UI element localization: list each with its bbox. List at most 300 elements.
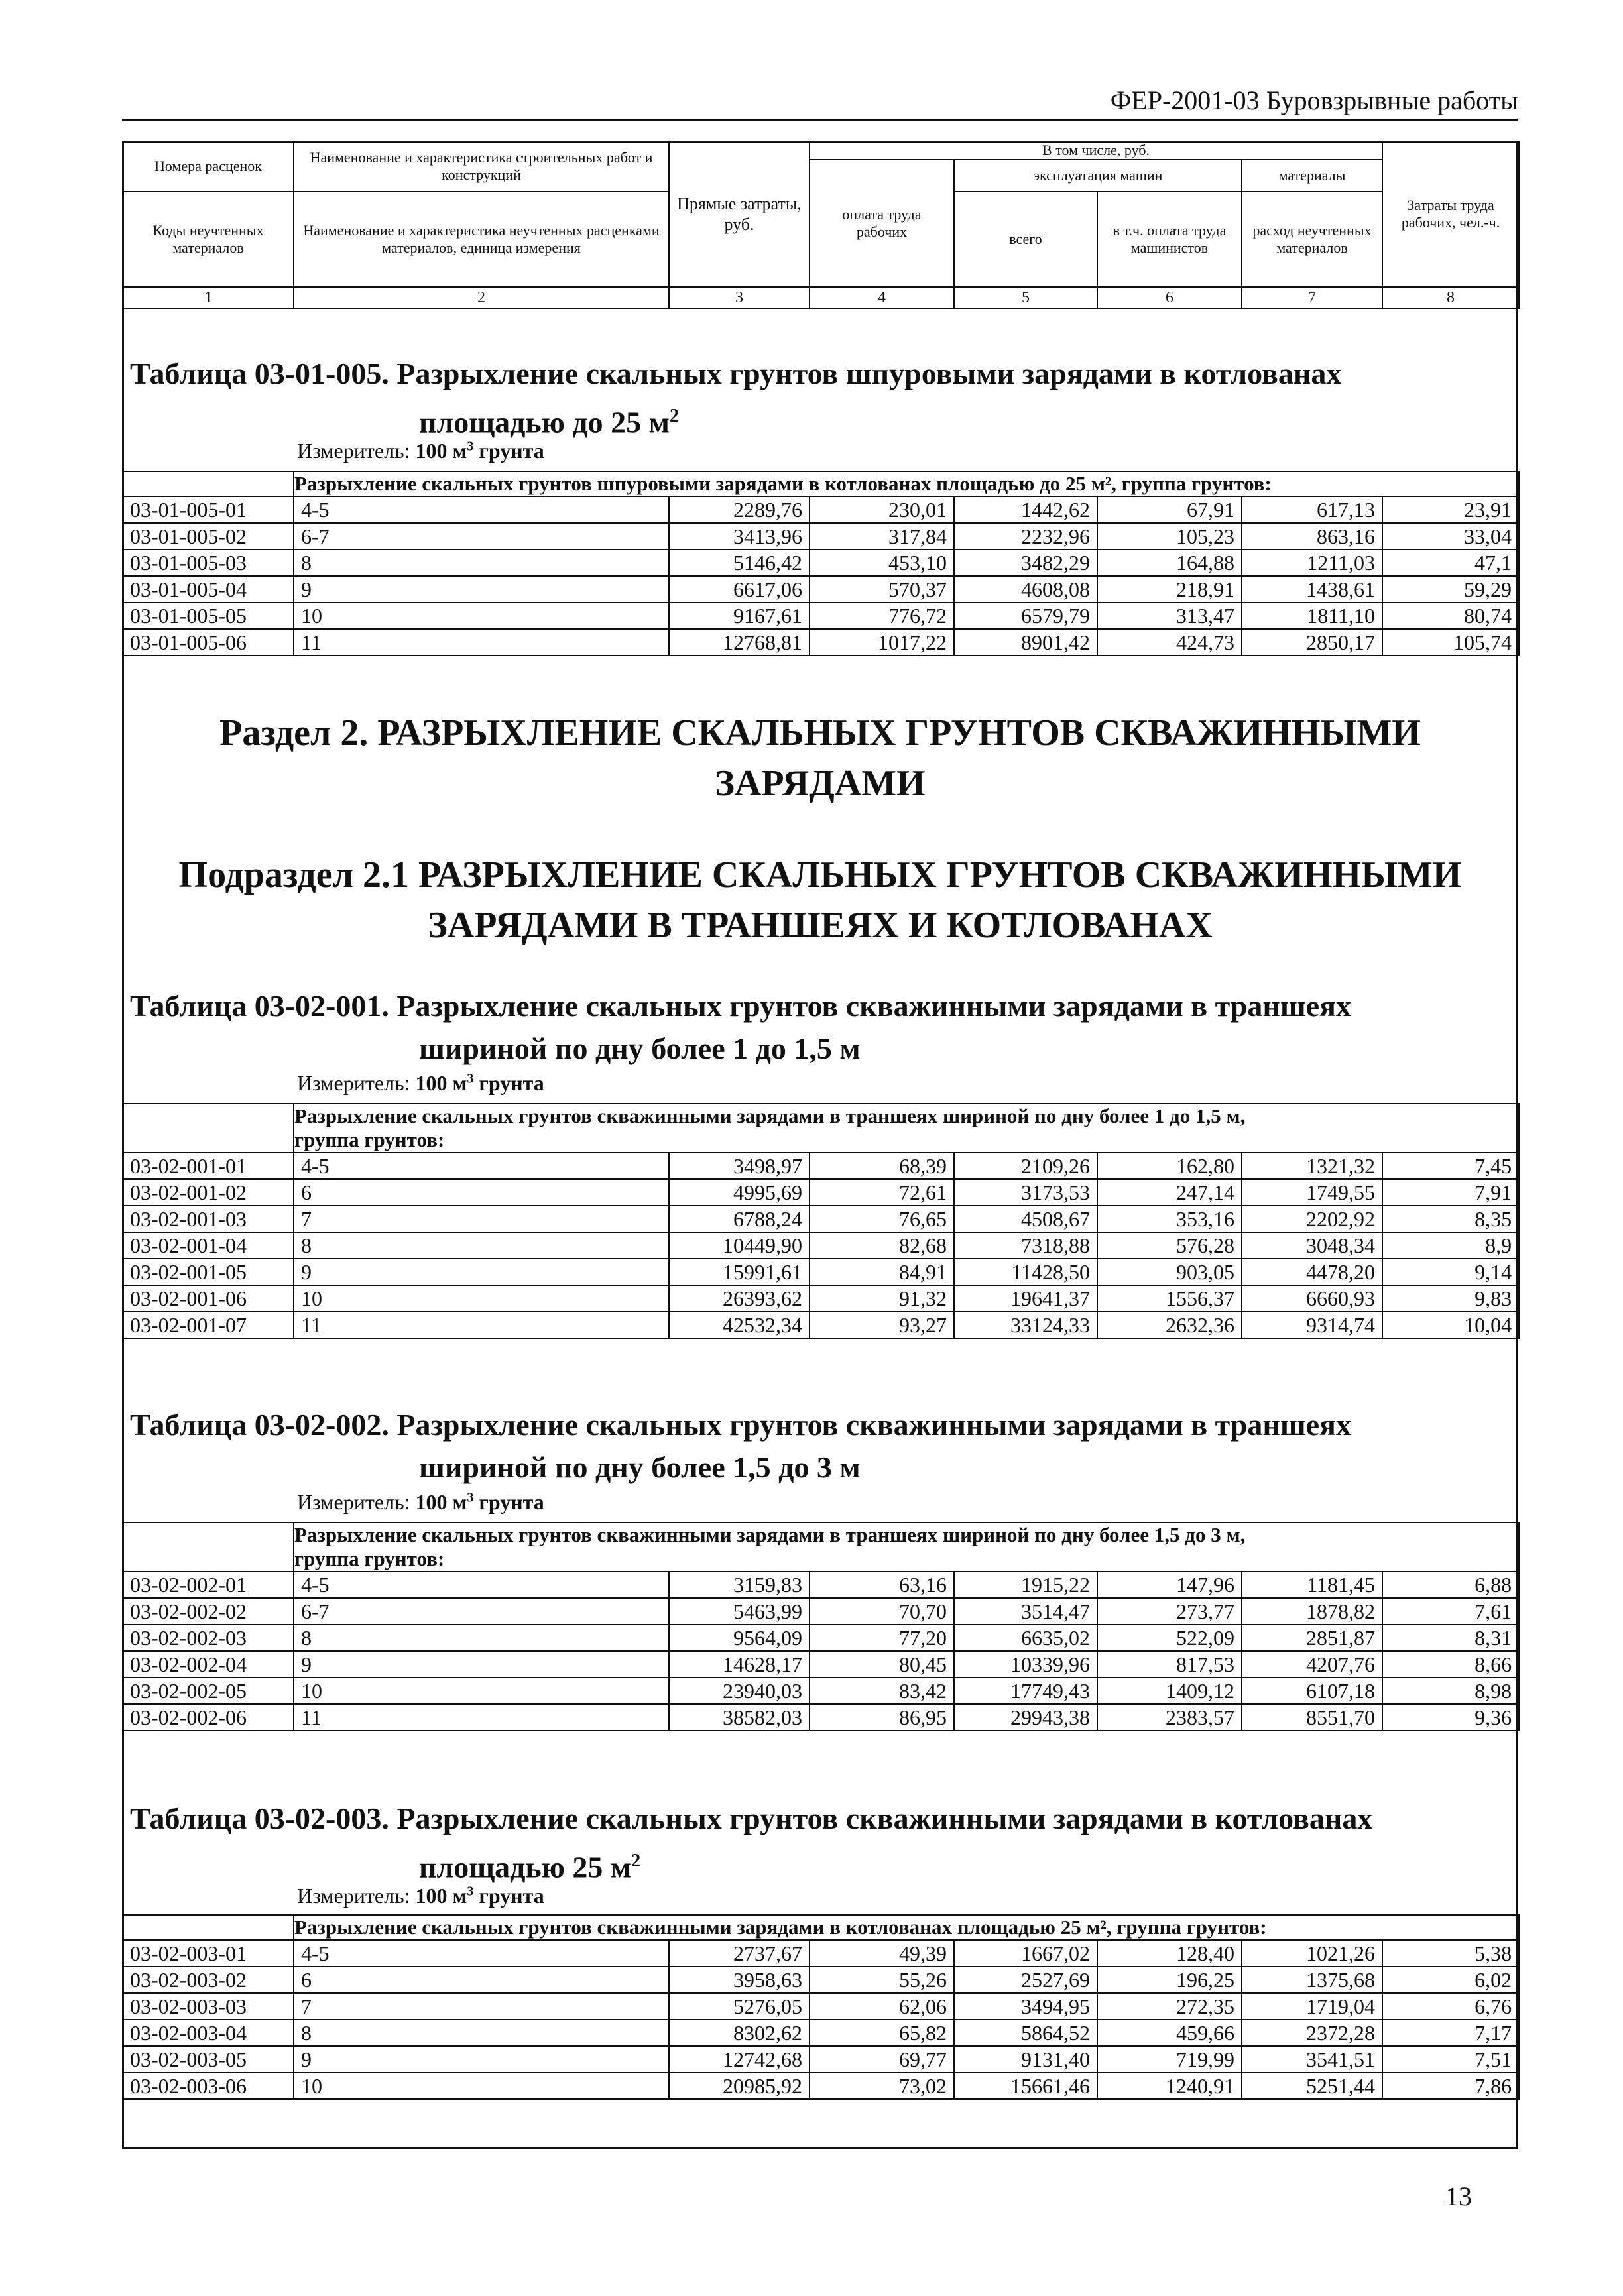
col-rate-number: Номера расценок <box>123 141 294 192</box>
subsection-heading-line1: Подраздел 2.1 РАЗРЫХЛЕНИЕ СКАЛЬНЫХ ГРУНТОВ СКВАЖИННЫМИ <box>178 854 1462 895</box>
table-row <box>123 1232 1519 1259</box>
operator-pay-cell: 196,25 <box>1097 1967 1242 1993</box>
table-title-line1: Таблица 03-02-001. Разрыхление скальных грунтов скважинными зарядами в траншеях <box>130 989 1351 1023</box>
table-row <box>123 629 1519 656</box>
table-title-line1: Таблица 03-02-003. Разрыхление скальных грунтов скважинными зарядами в котлованах <box>130 1802 1373 1835</box>
col-work-name: Наименование и характеристика строительных работ и конструкций <box>294 141 669 192</box>
labor-hours-cell: 105,74 <box>1382 629 1519 656</box>
operator-pay-cell: 164,88 <box>1097 549 1242 576</box>
materials-cell: 863,16 <box>1242 523 1382 549</box>
labor-hours-cell: 7,17 <box>1382 2020 1519 2046</box>
table-row <box>123 1153 1519 1179</box>
labor-hours-cell: 80,74 <box>1382 603 1519 629</box>
direct-costs-cell: 10449,90 <box>669 1232 810 1259</box>
rate-code-cell: 03-02-001-07 <box>123 1312 294 1338</box>
rate-code-cell: 03-02-003-02 <box>123 1967 294 1993</box>
table-row <box>123 2020 1519 2046</box>
materials-cell: 1749,55 <box>1242 1179 1382 1206</box>
rate-code-cell: 03-02-003-04 <box>123 2020 294 2046</box>
table-caption-line1: Разрыхление скальных грунтов скважинными зарядами в траншеях шириной по дну более 1 до 1,5 м, <box>294 1104 1246 1127</box>
direct-costs-cell: 26393,62 <box>669 1285 810 1312</box>
subsection-heading <box>122 850 1518 950</box>
rates-table <box>122 1103 1520 1339</box>
table-caption-line2: группа грунтов: <box>294 1128 445 1151</box>
operator-pay-cell: 719,99 <box>1097 2046 1242 2073</box>
rate-code-cell: 03-02-003-06 <box>123 2073 294 2099</box>
table-number: Таблица 03-02-002. <box>130 1408 389 1442</box>
unit-label: Измеритель: <box>297 1071 416 1095</box>
machines-total-cell: 3494,95 <box>954 1993 1097 2020</box>
page-number: 13 <box>1445 2181 1472 2211</box>
materials-cell: 2202,92 <box>1242 1206 1382 1232</box>
direct-costs-cell: 9167,61 <box>669 603 810 629</box>
table-caption-line1: Разрыхление скальных грунтов скважинными зарядами в траншеях шириной по дну более 1,5 до 3 м, <box>294 1523 1246 1546</box>
rate-code-cell: 03-02-001-01 <box>123 1153 294 1179</box>
operator-pay-cell: 1409,12 <box>1097 1678 1242 1704</box>
machines-total-cell: 9131,40 <box>954 2046 1097 2073</box>
column-number: 4 <box>810 287 954 308</box>
direct-costs-cell: 3159,83 <box>669 1572 810 1598</box>
machines-total-cell: 1442,62 <box>954 496 1097 523</box>
materials-cell: 2850,17 <box>1242 629 1382 656</box>
rate-code-cell: 03-02-002-06 <box>123 1704 294 1731</box>
machines-total-cell: 33124,33 <box>954 1312 1097 1338</box>
superscript: 2 <box>631 1851 641 1871</box>
direct-costs-cell: 3413,96 <box>669 523 810 549</box>
machines-total-cell: 15661,46 <box>954 2073 1097 2099</box>
materials-cell: 6107,18 <box>1242 1678 1382 1704</box>
materials-cell: 1811,10 <box>1242 603 1382 629</box>
labor-hours-cell: 9,14 <box>1382 1259 1519 1285</box>
unit-value: 100 $м^3$ грунта <box>415 439 544 463</box>
labor-hours-cell: 6,88 <box>1382 1572 1519 1598</box>
table-caption-row <box>123 1104 1519 1153</box>
direct-costs-cell: 20985,92 <box>669 2073 810 2099</box>
operator-pay-cell: 353,16 <box>1097 1206 1242 1232</box>
operator-pay-cell: 247,14 <box>1097 1179 1242 1206</box>
table-caption-line2: группа грунтов: <box>294 1547 445 1570</box>
labor-hours-cell: 7,51 <box>1382 2046 1519 2073</box>
machines-total-cell: 3514,47 <box>954 1598 1097 1625</box>
col-machines-group: эксплуатация машин <box>954 160 1242 192</box>
direct-costs-cell: 14628,17 <box>669 1651 810 1678</box>
materials-cell: 5251,44 <box>1242 2073 1382 2099</box>
soil-group-cell: 11 <box>294 629 669 656</box>
table-caption-line1: Разрыхление скальных грунтов скважинными зарядами в котлованах площадью 25 м², группа грунтов: <box>294 1916 1267 1939</box>
machines-total-cell: 29943,38 <box>954 1704 1097 1731</box>
table-title-line1: Таблица 03-02-002. Разрыхление скальных грунтов скважинными зарядами в траншеях <box>130 1408 1351 1442</box>
running-head: ФЕР-2001-03 Буровзрывные работы <box>122 85 1518 121</box>
materials-cell: 1211,03 <box>1242 549 1382 576</box>
table-row <box>123 1678 1519 1704</box>
rate-code-cell: 03-01-005-03 <box>123 549 294 576</box>
col-labor-hours: Затраты труда рабочих, чел.-ч. <box>1382 141 1519 287</box>
col-group-incl: В том числе, руб. <box>810 141 1382 160</box>
direct-costs-cell: 6617,06 <box>669 576 810 603</box>
direct-costs-cell: 5146,42 <box>669 549 810 576</box>
col-worker-pay: оплата труда рабочих <box>810 160 954 287</box>
worker-pay-cell: 55,26 <box>810 1967 954 1993</box>
labor-hours-cell: 8,35 <box>1382 1206 1519 1232</box>
table-row <box>123 1625 1519 1651</box>
machines-total-cell: 2109,26 <box>954 1153 1097 1179</box>
rate-code-cell: 03-02-003-03 <box>123 1993 294 2020</box>
direct-costs-cell: 5463,99 <box>669 1598 810 1625</box>
table-caption-row <box>123 1915 1519 1940</box>
unit-of-measure <box>297 1490 544 1515</box>
table-row <box>123 2073 1519 2099</box>
soil-group-cell: 10 <box>294 603 669 629</box>
machines-total-cell: 3482,29 <box>954 549 1097 576</box>
operator-pay-cell: 2383,57 <box>1097 1704 1242 1731</box>
worker-pay-cell: 70,70 <box>810 1598 954 1625</box>
col-machines-total: всего <box>954 192 1097 287</box>
column-number: 5 <box>954 287 1097 308</box>
superscript: 2 <box>670 406 679 426</box>
labor-hours-cell: 6,76 <box>1382 1993 1519 2020</box>
labor-hours-cell: 47,1 <box>1382 549 1519 576</box>
rate-code-cell: 03-01-005-01 <box>123 496 294 523</box>
labor-hours-cell: 9,36 <box>1382 1704 1519 1731</box>
subsection-heading-line2: ЗАРЯДАМИ В ТРАНШЕЯХ И КОТЛОВАНАХ <box>428 905 1213 946</box>
worker-pay-cell: 83,42 <box>810 1678 954 1704</box>
table-caption <box>294 1522 1519 1572</box>
caption-spacer <box>123 1104 294 1153</box>
soil-group-cell: 4-5 <box>294 1940 669 1967</box>
section-heading <box>122 708 1518 809</box>
table-title-line1: Таблица 03-01-005. Разрыхление скальных грунтов шпуровыми зарядами в котлованах <box>130 357 1342 390</box>
materials-cell: 1375,68 <box>1242 1967 1382 1993</box>
soil-group-cell: 7 <box>294 1206 669 1232</box>
machines-total-cell: 4508,67 <box>954 1206 1097 1232</box>
labor-hours-cell: 7,45 <box>1382 1153 1519 1179</box>
machines-total-cell: 3173,53 <box>954 1179 1097 1206</box>
col-direct-costs: Прямые затраты, руб. <box>669 141 810 287</box>
operator-pay-cell: 522,09 <box>1097 1625 1242 1651</box>
soil-group-cell: 4-5 <box>294 1153 669 1179</box>
direct-costs-cell: 9564,09 <box>669 1625 810 1651</box>
materials-cell: 1321,32 <box>1242 1153 1382 1179</box>
worker-pay-cell: 1017,22 <box>810 629 954 656</box>
labor-hours-cell: 59,29 <box>1382 576 1519 603</box>
labor-hours-cell: 7,91 <box>1382 1179 1519 1206</box>
direct-costs-cell: 4995,69 <box>669 1179 810 1206</box>
direct-costs-cell: 15991,61 <box>669 1259 810 1285</box>
soil-group-cell: 9 <box>294 1259 669 1285</box>
col-materials-group: материалы <box>1242 160 1382 192</box>
unit-of-measure <box>297 439 544 463</box>
table-title <box>130 1404 1351 1489</box>
soil-group-cell: 4-5 <box>294 496 669 523</box>
worker-pay-cell: 76,65 <box>810 1206 954 1232</box>
operator-pay-cell: 576,28 <box>1097 1232 1242 1259</box>
machines-total-cell: 8901,42 <box>954 629 1097 656</box>
table-row <box>123 1704 1519 1731</box>
unit-value: 100 $м^3$ грунта <box>415 1071 544 1095</box>
table-title <box>130 1798 1372 1888</box>
worker-pay-cell: 82,68 <box>810 1232 954 1259</box>
machines-total-cell: 7318,88 <box>954 1232 1097 1259</box>
soil-group-cell: 10 <box>294 2073 669 2099</box>
operator-pay-cell: 162,80 <box>1097 1153 1242 1179</box>
labor-hours-cell: 9,83 <box>1382 1285 1519 1312</box>
table-row <box>123 1179 1519 1206</box>
soil-group-cell: 6-7 <box>294 523 669 549</box>
machines-total-cell: 5864,52 <box>954 2020 1097 2046</box>
materials-cell: 1719,04 <box>1242 1993 1382 2020</box>
operator-pay-cell: 147,96 <box>1097 1572 1242 1598</box>
worker-pay-cell: 62,06 <box>810 1993 954 2020</box>
table-caption <box>294 1915 1519 1940</box>
machines-total-cell: 6635,02 <box>954 1625 1097 1651</box>
rate-code-cell: 03-02-003-01 <box>123 1940 294 1967</box>
operator-pay-cell: 2632,36 <box>1097 1312 1242 1338</box>
unit-value: 100 $м^3$ грунта <box>415 1490 544 1514</box>
soil-group-cell: 6 <box>294 1967 669 1993</box>
rates-table <box>122 1522 1520 1731</box>
operator-pay-cell: 218,91 <box>1097 576 1242 603</box>
table-caption-row <box>123 471 1519 496</box>
direct-costs-cell: 38582,03 <box>669 1704 810 1731</box>
column-number: 8 <box>1382 287 1519 308</box>
materials-cell: 3541,51 <box>1242 2046 1382 2073</box>
soil-group-cell: 4-5 <box>294 1572 669 1598</box>
rate-code-cell: 03-01-005-05 <box>123 603 294 629</box>
rate-code-cell: 03-02-001-06 <box>123 1285 294 1312</box>
column-number: 2 <box>294 287 669 308</box>
operator-pay-cell: 1556,37 <box>1097 1285 1242 1312</box>
section-heading-line1: Раздел 2. РАЗРЫХЛЕНИЕ СКАЛЬНЫХ ГРУНТОВ СКВАЖИННЫМИ <box>219 713 1421 754</box>
worker-pay-cell: 68,39 <box>810 1153 954 1179</box>
column-number: 6 <box>1097 287 1242 308</box>
machines-total-cell: 10339,96 <box>954 1651 1097 1678</box>
labor-hours-cell: 8,66 <box>1382 1651 1519 1678</box>
table-title-line2: площадью до 25 $м^2$ <box>419 405 679 439</box>
table-row <box>123 1993 1519 2020</box>
caption-spacer <box>123 1522 294 1572</box>
labor-hours-cell: 8,31 <box>1382 1625 1519 1651</box>
table-title-line2: шириной по дну более 1 до 1,5 м <box>419 1031 861 1065</box>
operator-pay-cell: 424,73 <box>1097 629 1242 656</box>
table-row <box>123 1598 1519 1625</box>
materials-cell: 4478,20 <box>1242 1259 1382 1285</box>
rate-code-cell: 03-02-001-05 <box>123 1259 294 1285</box>
table-row <box>123 549 1519 576</box>
rate-code-cell: 03-01-005-06 <box>123 629 294 656</box>
table-caption <box>294 1104 1519 1153</box>
labor-hours-cell: 7,86 <box>1382 2073 1519 2099</box>
unit-of-measure <box>297 1884 544 1908</box>
materials-cell: 4207,76 <box>1242 1651 1382 1678</box>
rates-table-03-02-003 <box>122 1914 1520 2100</box>
labor-hours-cell: 7,61 <box>1382 1598 1519 1625</box>
machines-total-cell: 2527,69 <box>954 1967 1097 1993</box>
col-materials-consumption: расход неучтенных материалов <box>1242 192 1382 287</box>
rate-code-cell: 03-02-002-04 <box>123 1651 294 1678</box>
materials-cell: 2851,87 <box>1242 1625 1382 1651</box>
direct-costs-cell: 2737,67 <box>669 1940 810 1967</box>
worker-pay-cell: 91,32 <box>810 1285 954 1312</box>
column-number: 7 <box>1242 287 1382 308</box>
unit-label: Измеритель: <box>297 439 416 463</box>
caption-spacer <box>123 471 294 496</box>
machines-total-cell: 11428,50 <box>954 1259 1097 1285</box>
direct-costs-cell: 42532,34 <box>669 1312 810 1338</box>
table-caption-row <box>123 1522 1519 1572</box>
materials-cell: 8551,70 <box>1242 1704 1382 1731</box>
operator-pay-cell: 105,23 <box>1097 523 1242 549</box>
operator-pay-cell: 313,47 <box>1097 603 1242 629</box>
table-row <box>123 1967 1519 1993</box>
worker-pay-cell: 69,77 <box>810 2046 954 2073</box>
direct-costs-cell: 12768,81 <box>669 629 810 656</box>
table-number: Таблица 03-02-001. <box>130 989 389 1023</box>
superscript: 3 <box>467 1071 474 1086</box>
rates-table-03-02-002 <box>122 1522 1520 1731</box>
soil-group-cell: 6 <box>294 1179 669 1206</box>
rate-code-cell: 03-01-005-02 <box>123 523 294 549</box>
table-row <box>123 523 1519 549</box>
table-row <box>123 2046 1519 2073</box>
table-caption-line1: Разрыхление скальных грунтов шпуровыми зарядами в котлованах площадью до 25 м², группа грунтов: <box>294 472 1272 495</box>
labor-hours-cell: 6,02 <box>1382 1967 1519 1993</box>
rate-code-cell: 03-01-005-04 <box>123 576 294 603</box>
rates-table <box>122 1914 1520 2100</box>
rate-code-cell: 03-02-001-03 <box>123 1206 294 1232</box>
soil-group-cell: 11 <box>294 1704 669 1731</box>
table-row <box>123 576 1519 603</box>
unit-of-measure <box>297 1071 544 1096</box>
table-title-line2: шириной по дну более 1,5 до 3 м <box>419 1450 861 1484</box>
soil-group-cell: 7 <box>294 1993 669 2020</box>
soil-group-cell: 9 <box>294 1651 669 1678</box>
direct-costs-cell: 2289,76 <box>669 496 810 523</box>
col-operator-pay: в т.ч. оплата труда машинистов <box>1097 192 1242 287</box>
labor-hours-cell: 8,98 <box>1382 1678 1519 1704</box>
machines-total-cell: 6579,79 <box>954 603 1097 629</box>
direct-costs-cell: 12742,68 <box>669 2046 810 2073</box>
operator-pay-cell: 1240,91 <box>1097 2073 1242 2099</box>
labor-hours-cell: 8,9 <box>1382 1232 1519 1259</box>
table-number: Таблица 03-02-003. <box>130 1802 389 1835</box>
caption-spacer <box>123 1915 294 1940</box>
superscript: 3 <box>467 439 474 454</box>
table-number: Таблица 03-01-005. <box>130 357 389 390</box>
table-row <box>123 1206 1519 1232</box>
materials-cell: 617,13 <box>1242 496 1382 523</box>
soil-group-cell: 8 <box>294 1625 669 1651</box>
column-number-row <box>123 287 1519 308</box>
superscript: 3 <box>467 1884 474 1899</box>
materials-cell: 1438,61 <box>1242 576 1382 603</box>
worker-pay-cell: 65,82 <box>810 2020 954 2046</box>
col-material-names: Наименование и характеристика неучтенных расценками материалов, единица измерения <box>294 192 669 287</box>
worker-pay-cell: 453,10 <box>810 549 954 576</box>
worker-pay-cell: 49,39 <box>810 1940 954 1967</box>
superscript: 3 <box>467 1490 474 1505</box>
table-row <box>123 496 1519 523</box>
direct-costs-cell: 23940,03 <box>669 1678 810 1704</box>
worker-pay-cell: 72,61 <box>810 1179 954 1206</box>
machines-total-cell: 19641,37 <box>954 1285 1097 1312</box>
worker-pay-cell: 317,84 <box>810 523 954 549</box>
direct-costs-cell: 3958,63 <box>669 1967 810 1993</box>
table-title-line2: площадью 25 $м^2$ <box>419 1850 641 1884</box>
soil-group-cell: 10 <box>294 1678 669 1704</box>
worker-pay-cell: 77,20 <box>810 1625 954 1651</box>
soil-group-cell: 8 <box>294 2020 669 2046</box>
column-number: 3 <box>669 287 810 308</box>
machines-total-cell: 17749,43 <box>954 1678 1097 1704</box>
rates-table <box>122 471 1520 656</box>
soil-group-cell: 11 <box>294 1312 669 1338</box>
soil-group-cell: 8 <box>294 1232 669 1259</box>
rate-code-cell: 03-02-001-04 <box>123 1232 294 1259</box>
soil-group-cell: 8 <box>294 549 669 576</box>
rate-code-cell: 03-02-002-05 <box>123 1678 294 1704</box>
unit-label: Измеритель: <box>297 1490 416 1514</box>
table-row <box>123 1285 1519 1312</box>
materials-cell: 1878,82 <box>1242 1598 1382 1625</box>
labor-hours-cell: 10,04 <box>1382 1312 1519 1338</box>
materials-cell: 3048,34 <box>1242 1232 1382 1259</box>
machines-total-cell: 1915,22 <box>954 1572 1097 1598</box>
unit-label: Измеритель: <box>297 1884 416 1908</box>
worker-pay-cell: 230,01 <box>810 496 954 523</box>
table-title <box>130 985 1351 1070</box>
worker-pay-cell: 84,91 <box>810 1259 954 1285</box>
rate-code-cell: 03-02-002-01 <box>123 1572 294 1598</box>
materials-cell: 6660,93 <box>1242 1285 1382 1312</box>
worker-pay-cell: 570,37 <box>810 576 954 603</box>
table-row <box>123 603 1519 629</box>
rate-code-cell: 03-02-003-05 <box>123 2046 294 2073</box>
table-row <box>123 1940 1519 1967</box>
worker-pay-cell: 86,95 <box>810 1704 954 1731</box>
operator-pay-cell: 273,77 <box>1097 1598 1242 1625</box>
worker-pay-cell: 776,72 <box>810 603 954 629</box>
soil-group-cell: 10 <box>294 1285 669 1312</box>
table-row <box>123 1651 1519 1678</box>
labor-hours-cell: 5,38 <box>1382 1940 1519 1967</box>
materials-cell: 9314,74 <box>1242 1312 1382 1338</box>
operator-pay-cell: 459,66 <box>1097 2020 1242 2046</box>
col-material-codes: Коды неучтенных материалов <box>123 192 294 287</box>
rates-table-03-01-005 <box>122 471 1520 656</box>
operator-pay-cell: 903,05 <box>1097 1259 1242 1285</box>
soil-group-cell: 9 <box>294 576 669 603</box>
worker-pay-cell: 80,45 <box>810 1651 954 1678</box>
direct-costs-cell: 3498,97 <box>669 1153 810 1179</box>
labor-hours-cell: 33,04 <box>1382 523 1519 549</box>
direct-costs-cell: 8302,62 <box>669 2020 810 2046</box>
unit-value: 100 $м^3$ грунта <box>415 1884 544 1908</box>
rate-code-cell: 03-02-001-02 <box>123 1179 294 1206</box>
operator-pay-cell: 67,91 <box>1097 496 1242 523</box>
machines-total-cell: 4608,08 <box>954 576 1097 603</box>
worker-pay-cell: 73,02 <box>810 2073 954 2099</box>
table-row <box>123 1312 1519 1338</box>
rate-code-cell: 03-02-002-02 <box>123 1598 294 1625</box>
table-row <box>123 1259 1519 1285</box>
direct-costs-cell: 6788,24 <box>669 1206 810 1232</box>
operator-pay-cell: 817,53 <box>1097 1651 1242 1678</box>
machines-total-cell: 1667,02 <box>954 1940 1097 1967</box>
column-header-table <box>122 141 1520 309</box>
materials-cell: 1021,26 <box>1242 1940 1382 1967</box>
section-heading-line2: ЗАРЯДАМИ <box>715 763 926 804</box>
rate-code-cell: 03-02-002-03 <box>123 1625 294 1651</box>
